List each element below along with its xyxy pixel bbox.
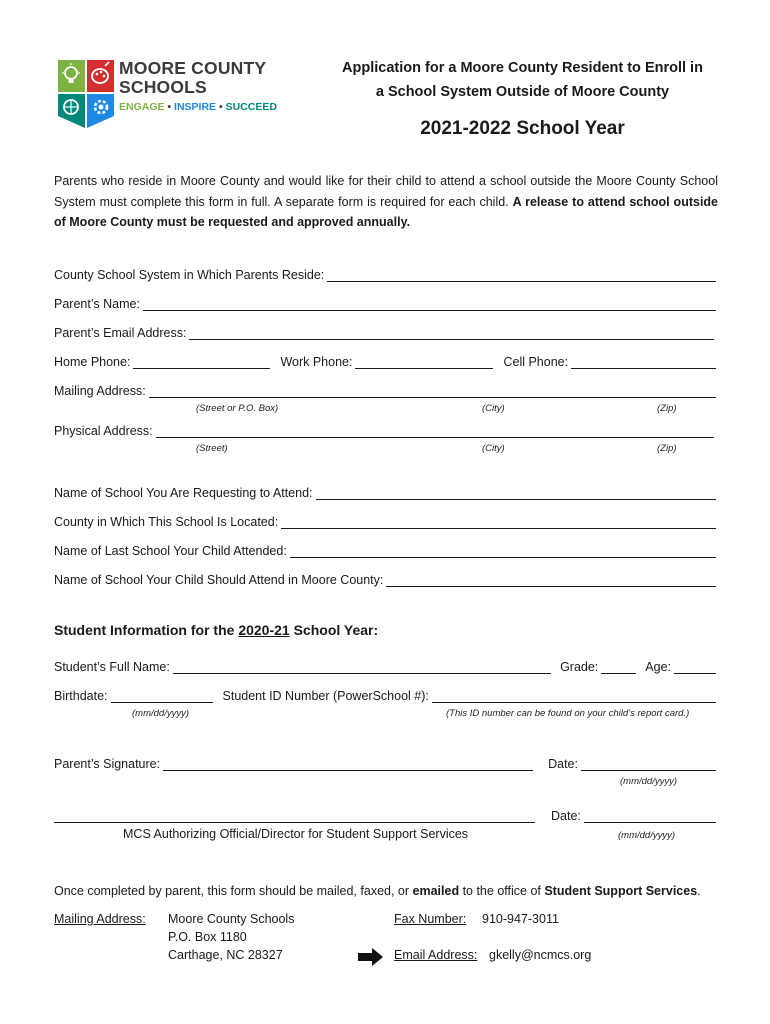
mailing-zip-hint: (Zip) — [657, 403, 677, 414]
logo-tagline: ENGAGE • INSPIRE • SUCCEED — [119, 101, 277, 113]
student-id-label: Student ID Number (PowerSchool #): — [222, 689, 429, 703]
mailing-city-hint: (City) — [482, 403, 505, 414]
student-info-title-year: 2020-21 — [238, 622, 290, 638]
student-info-title-post: School Year: — [289, 622, 379, 638]
requested-school-input[interactable] — [316, 488, 716, 500]
physical-address-field[interactable] — [54, 424, 714, 438]
student-info-heading — [54, 622, 378, 638]
birthdate-hint: (mm/dd/yyyy) — [132, 708, 189, 719]
official-date-label: Date: — [551, 809, 581, 823]
school-county-field[interactable] — [54, 515, 716, 529]
parent-signature-row — [54, 757, 716, 771]
official-caption: MCS Authorizing Official/Director for Student Support Services — [123, 827, 469, 841]
logo-title-line1: MOORE COUNTY — [119, 58, 267, 78]
requested-school-field[interactable] — [54, 486, 716, 500]
student-id-input[interactable] — [432, 691, 716, 703]
phone-row — [54, 355, 716, 369]
student-id-hint: (This ID number can be found on your child’s report card.) — [446, 708, 690, 719]
birthdate-row — [54, 689, 716, 703]
last-school-input[interactable] — [290, 546, 716, 558]
moore-school-input[interactable] — [386, 575, 716, 587]
student-name-input[interactable] — [173, 662, 551, 674]
parent-email-field[interactable] — [54, 326, 714, 340]
age-input[interactable] — [674, 662, 716, 674]
mailing-line-2: P.O. Box 1180 — [168, 930, 247, 944]
mailing-line-3: Carthage, NC 28327 — [168, 948, 283, 962]
form-title-line1: Application for a Moore County Resident to Enroll in — [342, 60, 703, 76]
intro-bold-text: A release to attend school outside of Moore County must be requested and approved annually. — [54, 194, 719, 229]
mailing-line-1: Moore County Schools — [168, 912, 295, 926]
student-name-label: Student’s Full Name: — [54, 660, 170, 674]
parent-signature-label: Parent’s Signature: — [54, 757, 161, 771]
work-phone-label: Work Phone: — [280, 355, 353, 369]
work-phone-input[interactable] — [355, 357, 493, 369]
note-emailed: emailed — [412, 884, 460, 898]
fax-number-value: 910-947-3011 — [482, 912, 559, 926]
parent-email-input[interactable] — [189, 328, 714, 340]
note-pre: Once completed by parent, this form should be mailed, faxed, or — [54, 884, 413, 898]
form-title-line2: a School System Outside of Moore County — [375, 84, 670, 100]
email-address-label: Email Address: — [394, 948, 478, 962]
moore-school-field[interactable] — [54, 573, 716, 587]
parent-date-label: Date: — [548, 757, 578, 771]
home-phone-input[interactable] — [133, 357, 270, 369]
fax-number-label: Fax Number: — [394, 912, 467, 926]
student-info-title-pre: Student Information for the — [54, 622, 239, 638]
email-address-value[interactable]: gkelly@ncmcs.org — [489, 948, 592, 962]
official-date-hint: (mm/dd/yyyy) — [618, 830, 675, 841]
official-signature-row — [54, 809, 716, 823]
last-school-field[interactable] — [54, 544, 716, 558]
county-system-field[interactable] — [54, 268, 716, 282]
county-system-label: County School System in Which Parents Reside: — [54, 268, 325, 282]
note-mid: to the office of — [459, 884, 545, 898]
logo-title-line2: SCHOOLS — [119, 76, 207, 97]
intro-text: Parents who reside in Moore County and would like for their child to attend a school outside the Moore County School System must complete this form in full. A separate form is required for each child. — [54, 174, 718, 209]
mailing-address-label: Mailing Address: — [54, 384, 146, 398]
mailing-address-input[interactable] — [149, 386, 716, 398]
parent-signature-input[interactable] — [163, 759, 533, 771]
mailing-street-hint: (Street or P.O. Box) — [196, 403, 279, 414]
mailing-address-field[interactable] — [54, 384, 716, 398]
parent-email-label: Parent’s Email Address: — [54, 326, 187, 340]
moore-county-schools-logo — [55, 58, 275, 130]
home-phone-label: Home Phone: — [54, 355, 131, 369]
school-county-label: County in Which This School Is Located: — [54, 515, 279, 529]
parent-name-label: Parent’s Name: — [54, 297, 140, 311]
physical-street-hint: (Street) — [196, 443, 228, 454]
parent-name-input[interactable] — [143, 299, 716, 311]
cell-phone-label: Cell Phone: — [503, 355, 569, 369]
birthdate-label: Birthdate: — [54, 689, 108, 703]
parent-date-input[interactable] — [581, 759, 716, 771]
age-label: Age: — [645, 660, 671, 674]
school-year-heading: 2021-2022 School Year — [420, 118, 625, 139]
intro-paragraph — [54, 171, 718, 233]
physical-address-input[interactable] — [156, 426, 714, 438]
arrow-right-icon — [358, 947, 384, 967]
requested-school-label: Name of School You Are Requesting to Attend: — [54, 486, 313, 500]
birthdate-input[interactable] — [111, 691, 213, 703]
cell-phone-input[interactable] — [571, 357, 716, 369]
physical-zip-hint: (Zip) — [657, 443, 677, 454]
parent-name-field[interactable] — [54, 297, 716, 311]
grade-label: Grade: — [560, 660, 599, 674]
student-name-row — [54, 660, 716, 674]
note-end: . — [697, 884, 701, 898]
official-date-input[interactable] — [584, 811, 716, 823]
mailing-address-heading: Mailing Address: — [54, 912, 146, 926]
county-system-input[interactable] — [327, 270, 716, 282]
physical-city-hint: (City) — [482, 443, 505, 454]
moore-school-label: Name of School Your Child Should Attend in Moore County: — [54, 573, 384, 587]
official-signature-input[interactable] — [54, 811, 535, 823]
last-school-label: Name of Last School Your Child Attended: — [54, 544, 287, 558]
grade-input[interactable] — [601, 662, 636, 674]
note-office: Student Support Services — [544, 884, 698, 898]
logo-shield-icon — [55, 58, 117, 130]
parent-date-hint: (mm/dd/yyyy) — [620, 776, 677, 787]
physical-address-label: Physical Address: — [54, 424, 153, 438]
submission-note — [54, 884, 701, 898]
school-county-input[interactable] — [281, 517, 716, 529]
